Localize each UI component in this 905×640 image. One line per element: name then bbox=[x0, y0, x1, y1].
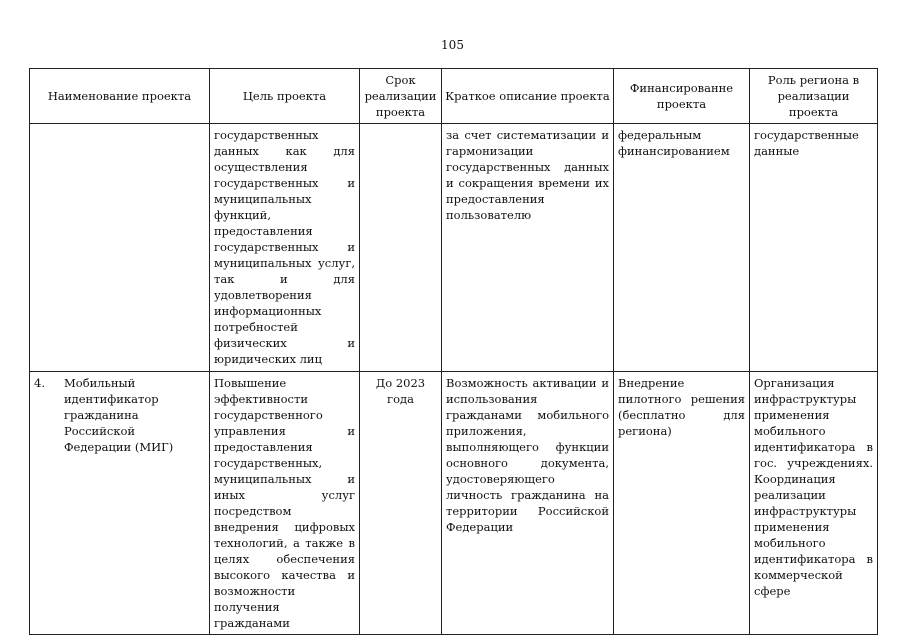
table-header-row bbox=[30, 69, 878, 124]
cell-project-goal: государственных данных как для осуществления государственных и муниципальных функций, предоставления государственных и муниципальных услуг, так и для удовлетворения информационных потребностей физических и юридических лиц bbox=[210, 124, 360, 372]
header-project-financing: Финансированне проекта bbox=[614, 69, 750, 124]
cell-project-financing: федеральным финансированием bbox=[614, 124, 750, 372]
cell-region-role: Организация инфраструктуры применения мобильного идентификатора в гос. учреждениях. Координация реализации инфраструктуры применения мобильного идентификатора в коммерческой сфере bbox=[750, 372, 878, 635]
cell-project-financing: Внедрение пилотного решения (бесплатно для региона) bbox=[614, 372, 750, 635]
cell-project-name bbox=[30, 372, 210, 635]
cell-project-term: До 2023 года bbox=[360, 372, 442, 635]
header-project-goal: Цель проекта bbox=[210, 69, 360, 124]
header-project-term: Срок реализации проекта bbox=[360, 69, 442, 124]
cell-project-name bbox=[30, 124, 210, 372]
project-name: Мобильный идентификатор гражданина Российской Федерации (МИГ) bbox=[64, 376, 174, 454]
page-number: 105 bbox=[441, 38, 464, 52]
header-region-role: Роль региона в реализации проекта bbox=[750, 69, 878, 124]
table-row bbox=[30, 124, 878, 372]
header-project-description: Краткое описание проекта bbox=[442, 69, 614, 124]
row-number: 4. bbox=[34, 376, 45, 390]
header-project-name: Наименование проекта bbox=[30, 69, 210, 124]
cell-project-description: за счет систематизации и гармонизации государственных данных и сокращения времени их предоставления пользователю bbox=[442, 124, 614, 372]
cell-project-description: Возможность активации и использования гражданами мобильного приложения, выполняющего функции основного документа, удостоверяющего личность гражданина на территории Российской Федерации bbox=[442, 372, 614, 635]
cell-project-term bbox=[360, 124, 442, 372]
projects-table bbox=[29, 68, 878, 635]
cell-region-role: государственные данные bbox=[750, 124, 878, 372]
cell-project-goal: Повышение эффективности государственного управления и предоставления государственных, муниципальных и иных услуг посредством внедрения цифровых технологий, а также в целях обеспечения высокого качества и возможности получения гражданами bbox=[210, 372, 360, 635]
table-row bbox=[30, 372, 878, 635]
